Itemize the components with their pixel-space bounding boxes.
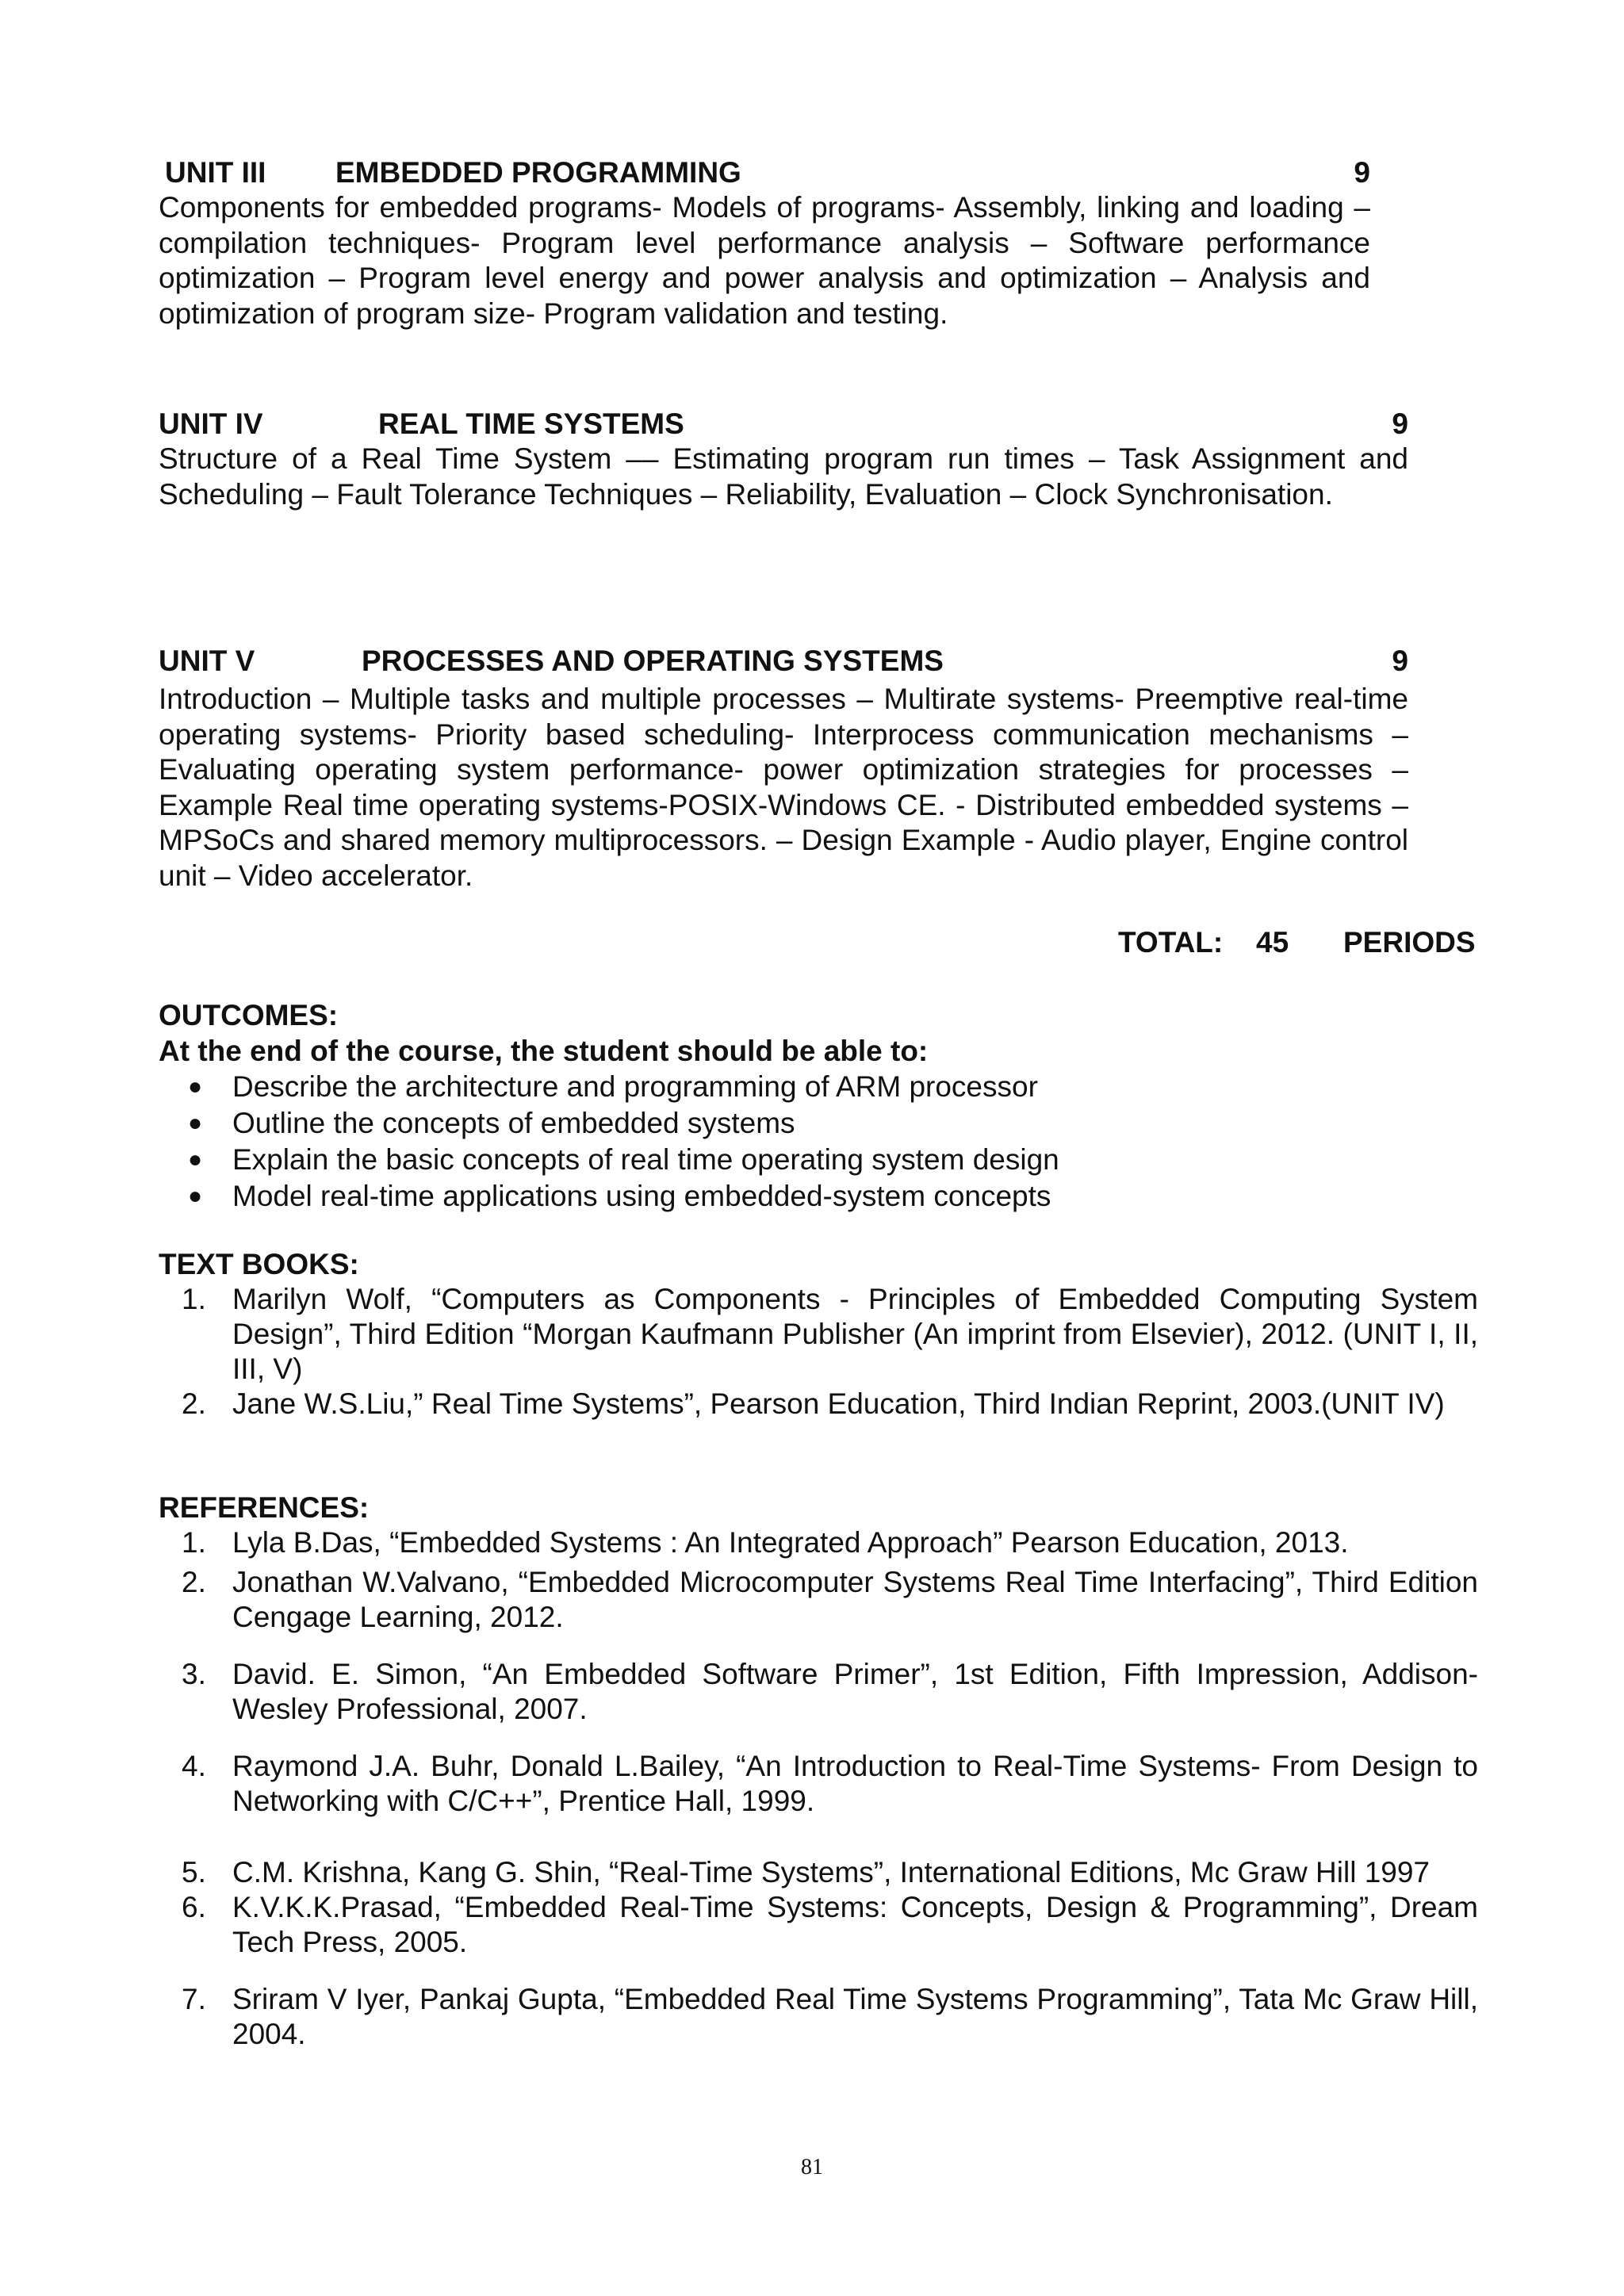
unit-v-section xyxy=(159,644,1408,894)
list-item: ● Model real-time applications using embedded-system concepts xyxy=(159,1178,1478,1215)
references-list xyxy=(159,1525,1478,2052)
unit-hours: 9 xyxy=(1392,408,1408,440)
list-item: 1. Marilyn Wolf, “Computers as Components - Principles of Embedded Computing System Design”, Third Edition “Morgan Kaufmann Publisher (An imprint from Elsevier), 2012. (UNIT I, II, III, V) xyxy=(182,1283,1478,1385)
bullet-icon: ● xyxy=(188,1183,203,1209)
unit-heading xyxy=(159,407,1408,442)
outcomes-heading: OUTCOMES: xyxy=(159,999,339,1031)
references-section xyxy=(159,1490,1478,2052)
total-label: TOTAL: xyxy=(1118,926,1224,959)
unit-description: Introduction – Multiple tasks and multiple processes – Multirate systems- Preemptive real-time operating systems- Priority based scheduling- Interprocess communication mechanisms – Evaluating operating system performance- power optimization strategies for processes – Example Real time operating systems-POSIX-Windows CE. - Distributed embedded systems – MPSoCs and shared memory multiprocessors. – Design Example - Audio player, Engine control unit – Video accelerator. xyxy=(159,683,1408,892)
text-books-section xyxy=(159,1246,1478,1422)
unit-label: UNIT V xyxy=(159,645,255,677)
unit-title: REAL TIME SYSTEMS xyxy=(378,408,684,440)
unit-iii-section xyxy=(159,155,1370,331)
unit-title: EMBEDDED PROGRAMMING xyxy=(335,156,741,189)
outcomes-section xyxy=(159,997,1478,1215)
list-item: 4. Raymond J.A. Buhr, Donald L.Bailey, “An Introduction to Real-Time Systems- From Design to Networking with C/C++”, Prentice Hall, 1999. xyxy=(182,1750,1478,1817)
list-item: 2. Jane W.S.Liu,” Real Time Systems”, Pearson Education, Third Indian Reprint, 2003.(UNIT IV) xyxy=(182,1387,1445,1420)
outcomes-list xyxy=(159,1069,1478,1215)
list-item: ● Outline the concepts of embedded systems xyxy=(159,1105,1478,1142)
text-books-list xyxy=(159,1282,1478,1422)
list-item: 7. Sriram V Iyer, Pankaj Gupta, “Embedded Real Time Systems Programming”, Tata Mc Graw Hill, 2004. xyxy=(182,1983,1478,2050)
unit-title: PROCESSES AND OPERATING SYSTEMS xyxy=(362,645,944,677)
list-item: ● Describe the architecture and programming of ARM processor xyxy=(159,1069,1478,1105)
unit-description: Structure of a Real Time System –– Estimating program run times – Task Assignment and Scheduling – Fault Tolerance Techniques – Reliability, Evaluation – Clock Synchronisation. xyxy=(159,442,1408,511)
unit-heading xyxy=(159,644,1408,679)
text-books-heading: TEXT BOOKS: xyxy=(159,1248,359,1280)
list-item: 5. C.M. Krishna, Kang G. Shin, “Real-Time Systems”, International Editions, Mc Graw Hill 1997 xyxy=(182,1856,1431,1888)
list-item: 2. Jonathan W.Valvano, “Embedded Microcomputer Systems Real Time Interfacing”, Third Edition Cengage Learning, 2012. xyxy=(182,1566,1478,1633)
unit-label: UNIT III xyxy=(165,156,266,189)
bullet-icon: ● xyxy=(188,1146,203,1173)
bullet-icon: ● xyxy=(188,1073,203,1100)
references-heading: REFERENCES: xyxy=(159,1491,370,1524)
unit-label: UNIT IV xyxy=(159,408,263,440)
unit-iv-section xyxy=(159,407,1408,512)
unit-heading xyxy=(159,155,1370,190)
page-number: 81 xyxy=(801,2155,823,2179)
unit-description: Components for embedded programs- Models of programs- Assembly, linking and loading – compilation techniques- Program level performance analysis – Software performance optimization – Program level energy and power analysis and optimization – Analysis and optimization of program size- Program validation and testing. xyxy=(159,191,1370,330)
list-item: 3. David. E. Simon, “An Embedded Software Primer”, 1st Edition, Fifth Impression, Addison-Wesley Professional, 2007. xyxy=(182,1658,1478,1725)
list-item: 6. K.V.K.K.Prasad, “Embedded Real-Time Systems: Concepts, Design & Programming”, Dream Tech Press, 2005. xyxy=(182,1891,1478,1958)
list-item: ● Explain the basic concepts of real time operating system design xyxy=(159,1142,1478,1178)
list-item: 1. Lyla B.Das, “Embedded Systems : An Integrated Approach” Pearson Education, 2013. xyxy=(182,1526,1349,1559)
unit-hours: 9 xyxy=(1392,645,1408,677)
unit-hours: 9 xyxy=(1354,156,1370,189)
total-periods xyxy=(1118,926,1476,959)
total-value: 45 xyxy=(1256,926,1289,959)
outcomes-intro: At the end of the course, the student should be able to: xyxy=(159,1035,929,1067)
total-unit: PERIODS xyxy=(1343,926,1476,959)
bullet-icon: ● xyxy=(188,1110,203,1136)
